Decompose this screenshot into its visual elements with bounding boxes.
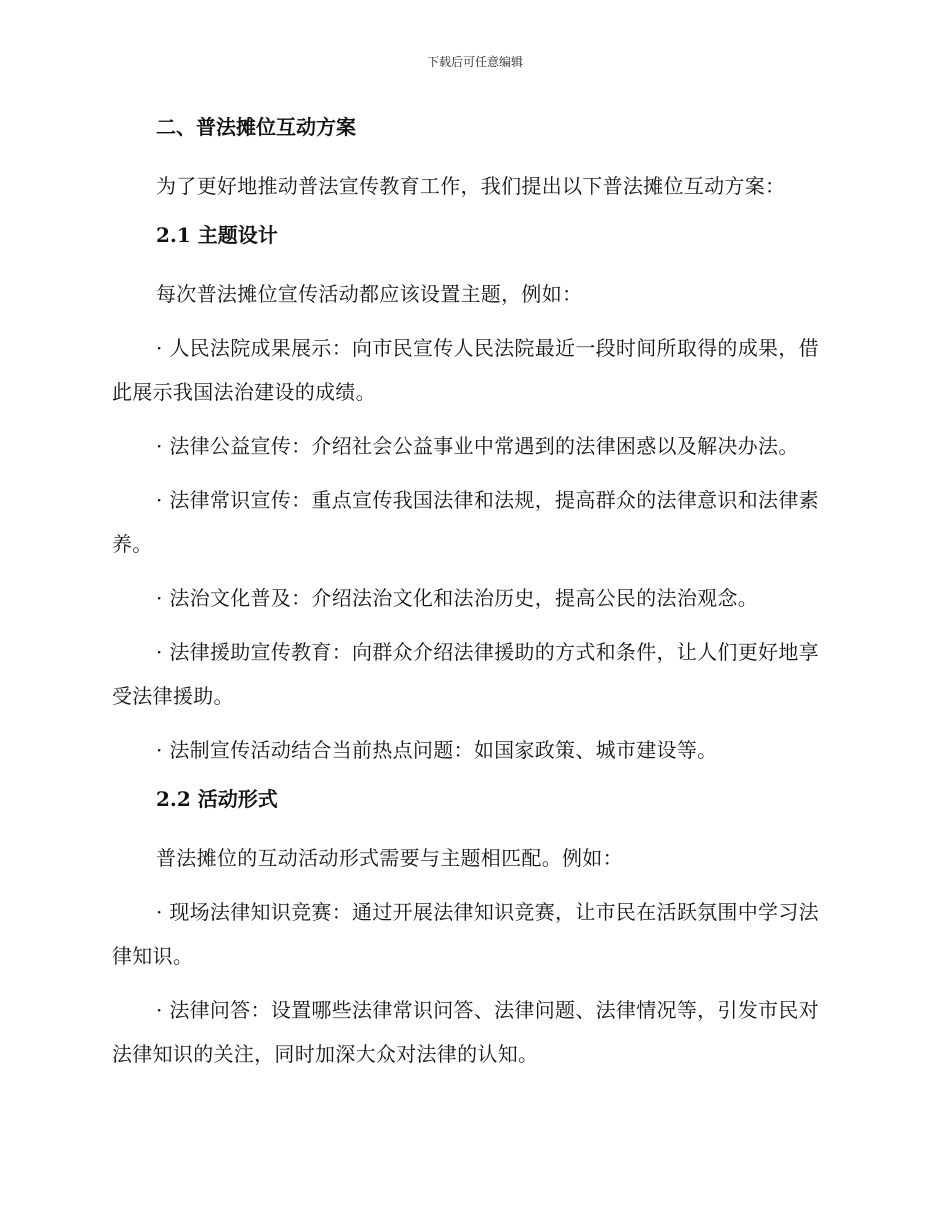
list-item: · 法律问答：设置哪些法律常识问答、法律问题、法律情况等，引发市民对法律知识的关注，同时加深大众对法律的认知。 — [112, 998, 819, 1066]
page-header: 下载后可任意编辑 — [426, 55, 523, 69]
list-item: · 法律公益宣传：介绍社会公益事业中常遇到的法律困惑以及解决办法。 — [156, 434, 799, 458]
subsection-intro-format: 普法摊位的互动活动形式需要与主题相匹配。例如： — [156, 846, 623, 870]
list-item: · 人民法院成果展示：向市民宣传人民法院最近一段时间所取得的成果，借此展示我国法治建设的成绩。 — [112, 336, 819, 404]
list-item: · 法制宣传活动结合当前热点问题：如国家政策、城市建设等。 — [156, 738, 718, 762]
list-item: · 法律援助宣传教育：向群众介绍法律援助的方式和条件，让人们更好地享受法律援助。 — [112, 640, 819, 708]
section-intro: 为了更好地推动普法宣传教育工作，我们提出以下普法摊位互动方案： — [156, 174, 786, 198]
document-body — [112, 110, 828, 1086]
section-title: 二、普法摊位互动方案 — [156, 115, 356, 139]
list-item: · 法律常识宣传：重点宣传我国法律和法规，提高群众的法律意识和法律素养。 — [112, 488, 819, 556]
subsection-title-theme: 2.1 主题设计 — [156, 223, 278, 247]
subsection-title-format: 2.2 活动形式 — [156, 787, 278, 811]
subsection-intro-theme: 每次普法摊位宣传活动都应该设置主题，例如： — [156, 282, 583, 306]
list-item: · 现场法律知识竞赛：通过开展法律知识竞赛，让市民在活跃氛围中学习法律知识。 — [112, 900, 819, 968]
list-item: · 法治文化普及：介绍法治文化和法治历史，提高公民的法治观念。 — [156, 586, 759, 610]
